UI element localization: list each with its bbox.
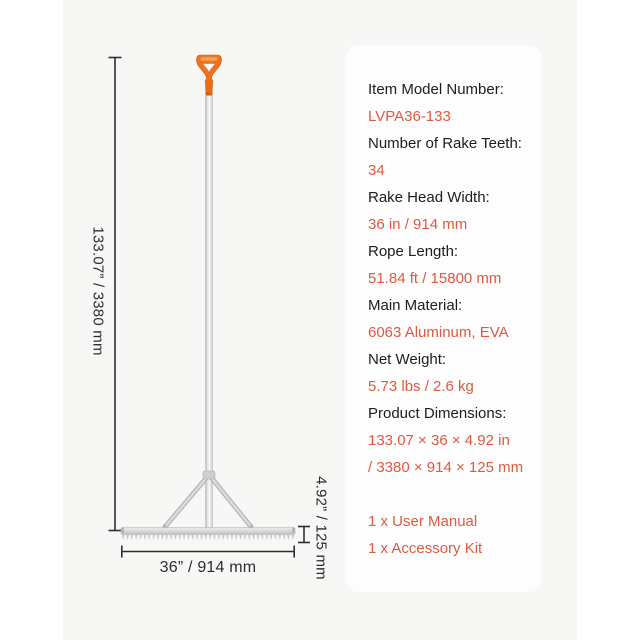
- spec-head-width-label: Rake Head Width:: [368, 189, 490, 206]
- spec-dimensions-label: Product Dimensions:: [368, 405, 507, 422]
- spec-material-value: 6063 Aluminum, EVA: [368, 324, 509, 341]
- spec-head-width-value: 36 in / 914 mm: [368, 216, 468, 233]
- spec-rope-length-value: 51.84 ft / 15800 mm: [368, 270, 502, 287]
- rake-handle: [197, 55, 222, 96]
- width-dimension-line: [122, 546, 294, 558]
- handle-socket: [205, 80, 213, 93]
- package-item-accessory-kit: 1 x Accessory Kit: [368, 540, 483, 557]
- spec-dimensions-value-in: 133.07 × 36 × 4.92 in: [368, 432, 510, 449]
- head-height-dimension-label: 4.92” / 125 mm: [312, 476, 330, 580]
- package-item-user-manual: 1 x User Manual: [368, 513, 478, 530]
- spec-teeth-count-value: 34: [368, 162, 385, 179]
- handle-grip-highlight: [201, 57, 218, 61]
- handle-socket-seam: [206, 93, 213, 96]
- width-dimension-label: 36” / 914 mm: [159, 559, 257, 576]
- rake-shaft: [206, 84, 213, 531]
- height-dimension-label: 133.07” / 3380 mm: [89, 226, 107, 356]
- height-dimension-line: [109, 58, 122, 531]
- head-height-dimension-line: [298, 527, 310, 543]
- spec-material-label: Main Material:: [368, 297, 463, 314]
- spec-dimensions-value-mm: / 3380 × 914 × 125 mm: [368, 459, 524, 476]
- rake-brace-left: [163, 476, 209, 529]
- spec-rope-length-label: Rope Length:: [368, 243, 459, 260]
- spec-net-weight-value: 5.73 lbs / 2.6 kg: [368, 378, 474, 395]
- spec-panel: [345, 45, 542, 592]
- brace-collar: [203, 471, 215, 479]
- rake-teeth-root: [121, 533, 295, 534]
- panel-spacer: [368, 481, 532, 508]
- rake-brace-right: [210, 476, 254, 529]
- spec-teeth-count-label: Number of Rake Teeth:: [368, 135, 522, 152]
- spec-net-weight-label: Net Weight:: [368, 351, 447, 368]
- spec-item-model-value: LVPA36-133: [368, 108, 451, 125]
- spec-item-model-label: Item Model Number:: [368, 81, 504, 98]
